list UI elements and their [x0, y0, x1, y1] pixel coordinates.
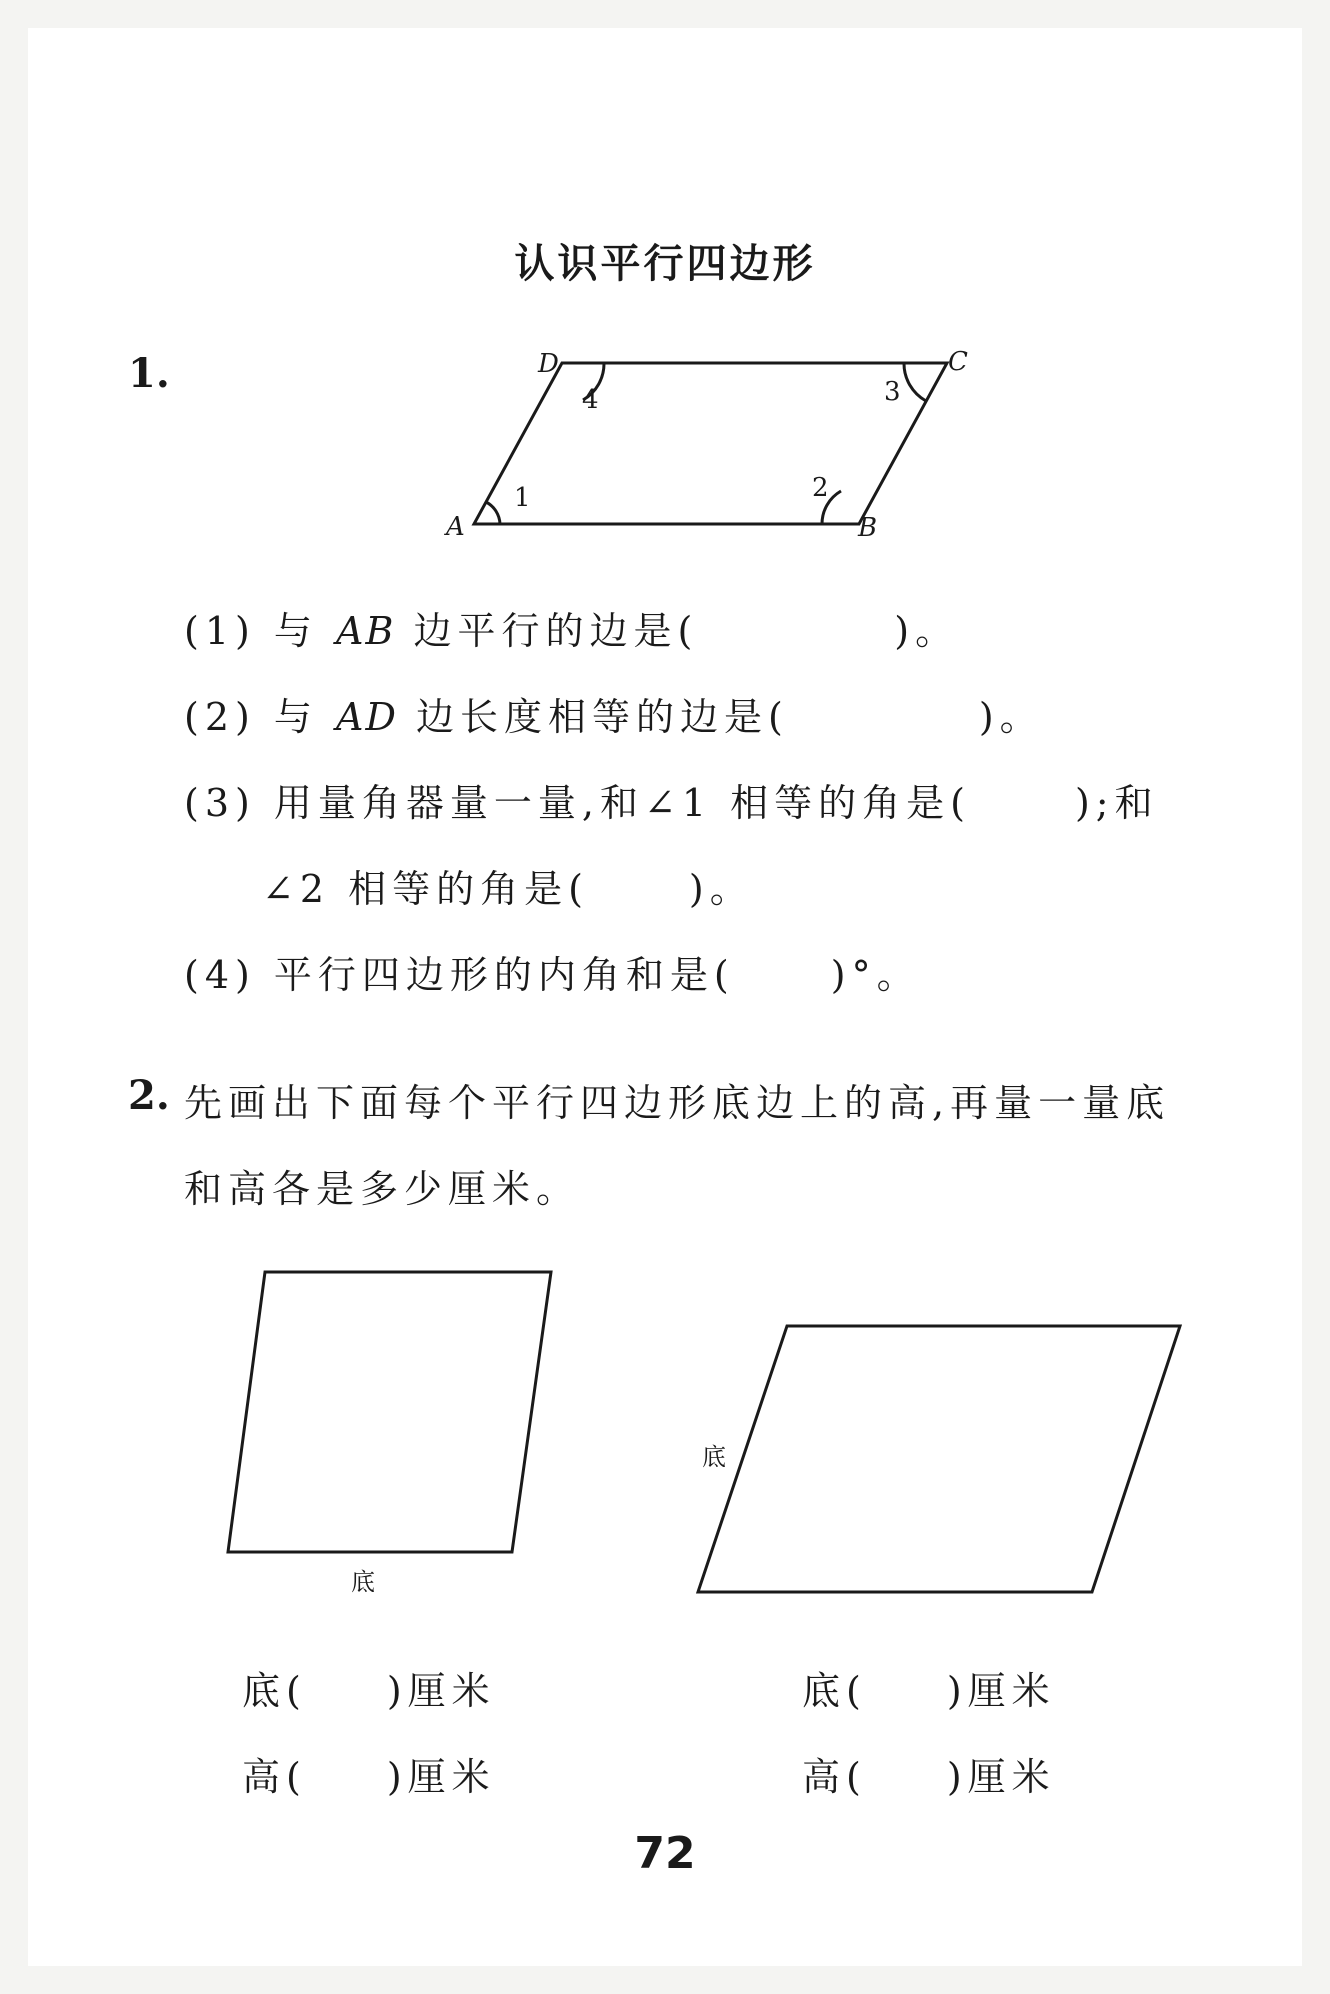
angle-3-arc	[904, 363, 926, 401]
q1-item-4	[184, 944, 921, 999]
right-base-label: 底	[702, 1443, 726, 1471]
segment-ab: AB	[336, 609, 396, 653]
item-text: 平行四边形的内角和是(	[273, 953, 735, 997]
question-2-number: 2.	[128, 1072, 170, 1119]
left-base-label: 底	[351, 1568, 375, 1596]
item-label: (4)	[184, 953, 256, 997]
parallelogram-left	[228, 1272, 551, 1552]
item-end: )。	[978, 695, 1044, 739]
vertex-a-label: A	[446, 512, 465, 542]
angle-2-label: 2	[812, 473, 829, 503]
answer-label: 高(	[802, 1755, 867, 1799]
item-end: );和	[1074, 781, 1159, 825]
answer-label: 底(	[802, 1669, 867, 1713]
q1-item-3	[184, 772, 1159, 827]
left-base-answer	[242, 1660, 496, 1715]
item-text: 与	[273, 695, 337, 739]
item-end: )。	[894, 609, 960, 653]
item-end: )°。	[830, 953, 921, 997]
answer-unit: )厘米	[386, 1669, 496, 1713]
item-text: ∠2 相等的角是(	[262, 867, 589, 911]
answer-unit: )厘米	[946, 1669, 1056, 1713]
angle-1-label: 1	[514, 483, 531, 513]
q1-item-3-continued	[262, 858, 754, 913]
answer-unit: )厘米	[946, 1755, 1056, 1799]
vertex-b-label: B	[858, 513, 878, 543]
angle-1-arc	[486, 502, 500, 524]
right-base-answer	[802, 1660, 1056, 1715]
item-label: (3)	[184, 781, 256, 825]
angle-4-label: 4	[582, 385, 599, 415]
page-title: 认识平行四边形	[514, 241, 816, 287]
answer-label: 高(	[242, 1755, 307, 1799]
q1-item-2	[184, 686, 1044, 741]
answer-label: 底(	[242, 1669, 307, 1713]
item-text: 边长度相等的边是(	[397, 695, 789, 739]
item-text: 与	[273, 609, 337, 653]
answer-unit: )厘米	[386, 1755, 496, 1799]
q2-text-line-2: 和高各是多少厘米。	[184, 1167, 581, 1211]
segment-ad: AD	[336, 695, 398, 739]
item-text: 用量角器量一量,和∠1 相等的角是(	[273, 781, 971, 825]
angle-3-label: 3	[884, 377, 901, 407]
q2-text-line-1: 先画出下面每个平行四边形底边上的高,再量一量底	[184, 1081, 1171, 1125]
item-label: (2)	[184, 695, 256, 739]
vertex-c-label: C	[948, 347, 968, 377]
item-label: (1)	[184, 609, 256, 653]
item-text: 边平行的边是(	[395, 609, 699, 653]
vertex-d-label: D	[538, 349, 559, 379]
parallelogram-abcd	[474, 363, 947, 524]
right-height-answer	[802, 1746, 1056, 1801]
parallelogram-right	[698, 1326, 1180, 1592]
item-end: )。	[688, 867, 754, 911]
q1-item-1	[184, 600, 959, 655]
page-number: 72	[634, 1828, 696, 1879]
left-height-answer	[242, 1746, 496, 1801]
question-1-number: 1.	[128, 350, 170, 397]
